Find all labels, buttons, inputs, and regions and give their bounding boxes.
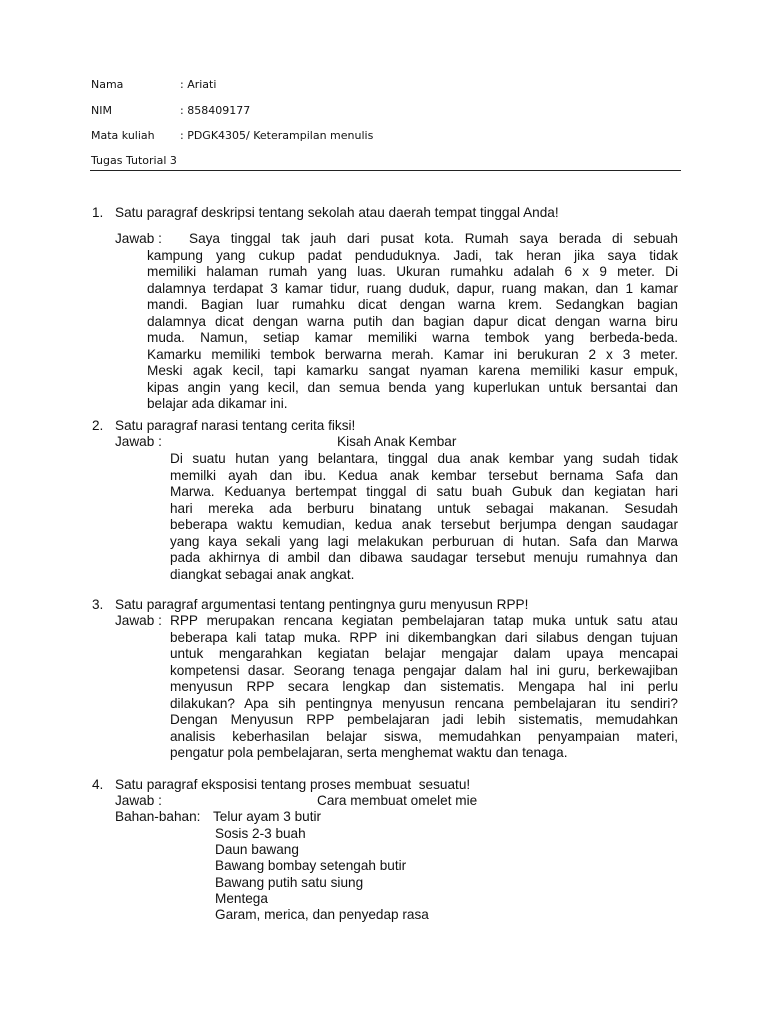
header-row-nim [91, 104, 251, 117]
paragraph-line: menyusun RPP secara lengkap dan sistematis. Mengapa hal ini perlu [170, 679, 678, 694]
question-text: Satu paragraf eksposisi tentang proses membuat sesuatu! [115, 777, 471, 792]
paragraph-line: beberapa kali tatap muka. RPP ini dikembangkan dari silabus dengan tujuan [170, 629, 678, 645]
paragraph-line: Dengan Menyusun RPP pembelajaran jadi lebih sistematis, memudahkan [170, 712, 678, 727]
paragraph-line: mandi. Bagian luar rumahku dicat dengan warna krem. Sedangkan bagian [147, 297, 678, 312]
header-value: : PDGK4305/ Keterampilan menulis [180, 129, 374, 142]
answer-paragraph [147, 231, 678, 413]
ingredient-item: Mentega [215, 891, 268, 906]
recipe-title: Cara membuat omelet mie [317, 793, 478, 808]
paragraph-line: Marwa. Keduanya bertempat tinggal di satu buah Gubuk dan kegiatan hari [170, 484, 678, 499]
document-title: Tugas Tutorial 3 [91, 154, 177, 167]
answer-paragraph [170, 613, 678, 762]
header-label: Nama [91, 78, 124, 91]
question-text: Satu paragraf deskripsi tentang sekolah atau daerah tempat tinggal Anda! [115, 205, 559, 220]
paragraph-line: belajar ada dikamar ini. [147, 396, 288, 411]
paragraph-line: Di suatu hutan yang belantara, tinggal dua anak kembar yang sudah tidak [170, 451, 678, 466]
header-row-course [91, 129, 374, 142]
paragraph-line: pengatur pola pembelajaran, serta menghemat waktu dan tenaga. [170, 745, 568, 760]
answer-label: Jawab : [115, 434, 162, 449]
paragraph-line: memilki ayah dan ibu. Kedua anak kembar tersebut bernama Safa dan [170, 467, 678, 483]
paragraph-line: hari mereka ada berburu binatang untuk sebagai makanan. Sesudah [170, 500, 678, 516]
ingredient-item: Bawang putih satu siung [215, 875, 364, 890]
paragraph-line: kompetensi dasar. Seorang tenaga pengajar dalam hal ini guru, berkewajiban [170, 662, 678, 678]
header-row-name [91, 78, 217, 91]
paragraph-line: kampung yang cukup padat penduduknya. Jadi, tak heran jika saya tidak [147, 247, 678, 263]
header-value: : Ariati [180, 78, 217, 91]
question-number: 4. [92, 777, 104, 792]
paragraph-line: kipas angin yang kecil, dan semua benda yang kuperlukan untuk bersantai dan [147, 379, 678, 395]
story-title: Kisah Anak Kembar [337, 434, 457, 449]
ingredients-label: Bahan-bahan: [115, 809, 201, 824]
answer-label: Jawab : [115, 793, 162, 808]
header-label: NIM [91, 104, 112, 117]
ingredient-item: Garam, merica, dan penyedap rasa [215, 907, 429, 922]
paragraph-line: diangkat sebagai anak angkat. [170, 566, 355, 582]
header-label: Mata kuliah [91, 129, 155, 142]
ingredient-item: Telur ayam 3 butir [213, 809, 322, 824]
paragraph-line: muda. Namun, setiap kamar memiliki warna tembok yang berbeda-beda. [147, 330, 678, 345]
paragraph-line: dalamnya terdapat 3 kamar tidur, ruang duduk, dapur, ruang makan, dan 1 kamar [147, 280, 678, 296]
paragraph-line: Meski agak kecil, tapi kamarku sangat nyaman karena memiliki kasur empuk, [147, 363, 678, 378]
answer-label: Jawab : [115, 613, 162, 628]
paragraph-line: beberapa waktu kemudian, kedua anak tersebut berjumpa dengan saudagar [170, 517, 678, 532]
header-value: : 858409177 [180, 104, 251, 117]
answer-paragraph [170, 451, 678, 583]
paragraph-line: untuk mengarahkan kegiatan belajar mengajar dalam upaya mencapai [170, 646, 678, 661]
header-divider [90, 170, 681, 171]
paragraph-line: Saya tinggal tak jauh dari pusat kota. Rumah saya berada di sebuah [189, 231, 678, 246]
ingredient-item: Daun bawang [215, 842, 299, 857]
question-number: 1. [92, 205, 104, 220]
ingredient-item: Sosis 2-3 buah [215, 826, 306, 841]
paragraph-line: dalamnya dicat dengan warna putih dan bagian dapur dicat dengan warna biru [147, 313, 678, 329]
question-text: Satu paragraf narasi tentang cerita fiksi! [115, 418, 356, 433]
answer-label: Jawab : [115, 231, 162, 246]
ingredient-item: Bawang bombay setengah butir [215, 858, 407, 873]
question-number: 2. [92, 418, 104, 433]
paragraph-line: Kamarku memiliki tembok berwarna merah. Kamar ini berukuran 2 x 3 meter. [147, 346, 678, 362]
paragraph-line: memiliki halaman rumah yang luas. Ukuran rumahku adalah 6 x 9 meter. Di [147, 264, 678, 279]
question-number: 3. [92, 597, 104, 612]
paragraph-line: pada akhirnya di ambil dan dibawa saudagar tersebut menuju rumahnya dan [170, 550, 678, 565]
paragraph-line: yang kaya sekali yang lagi melakukan perburuan di hutan. Safa dan Marwa [170, 533, 678, 549]
question-text: Satu paragraf argumentasi tentang pentingnya guru menyusun RPP! [115, 597, 529, 612]
paragraph-line: analisis keberhasilan belajar siswa, memudahkan penyampaian materi, [170, 728, 678, 744]
paragraph-line: dilakukan? Apa sih pentingnya menyusun rencana pembelajaran itu sendiri? [170, 695, 678, 711]
paragraph-line: RPP merupakan rencana kegiatan pembelajaran tatap muka untuk satu atau [170, 613, 678, 628]
